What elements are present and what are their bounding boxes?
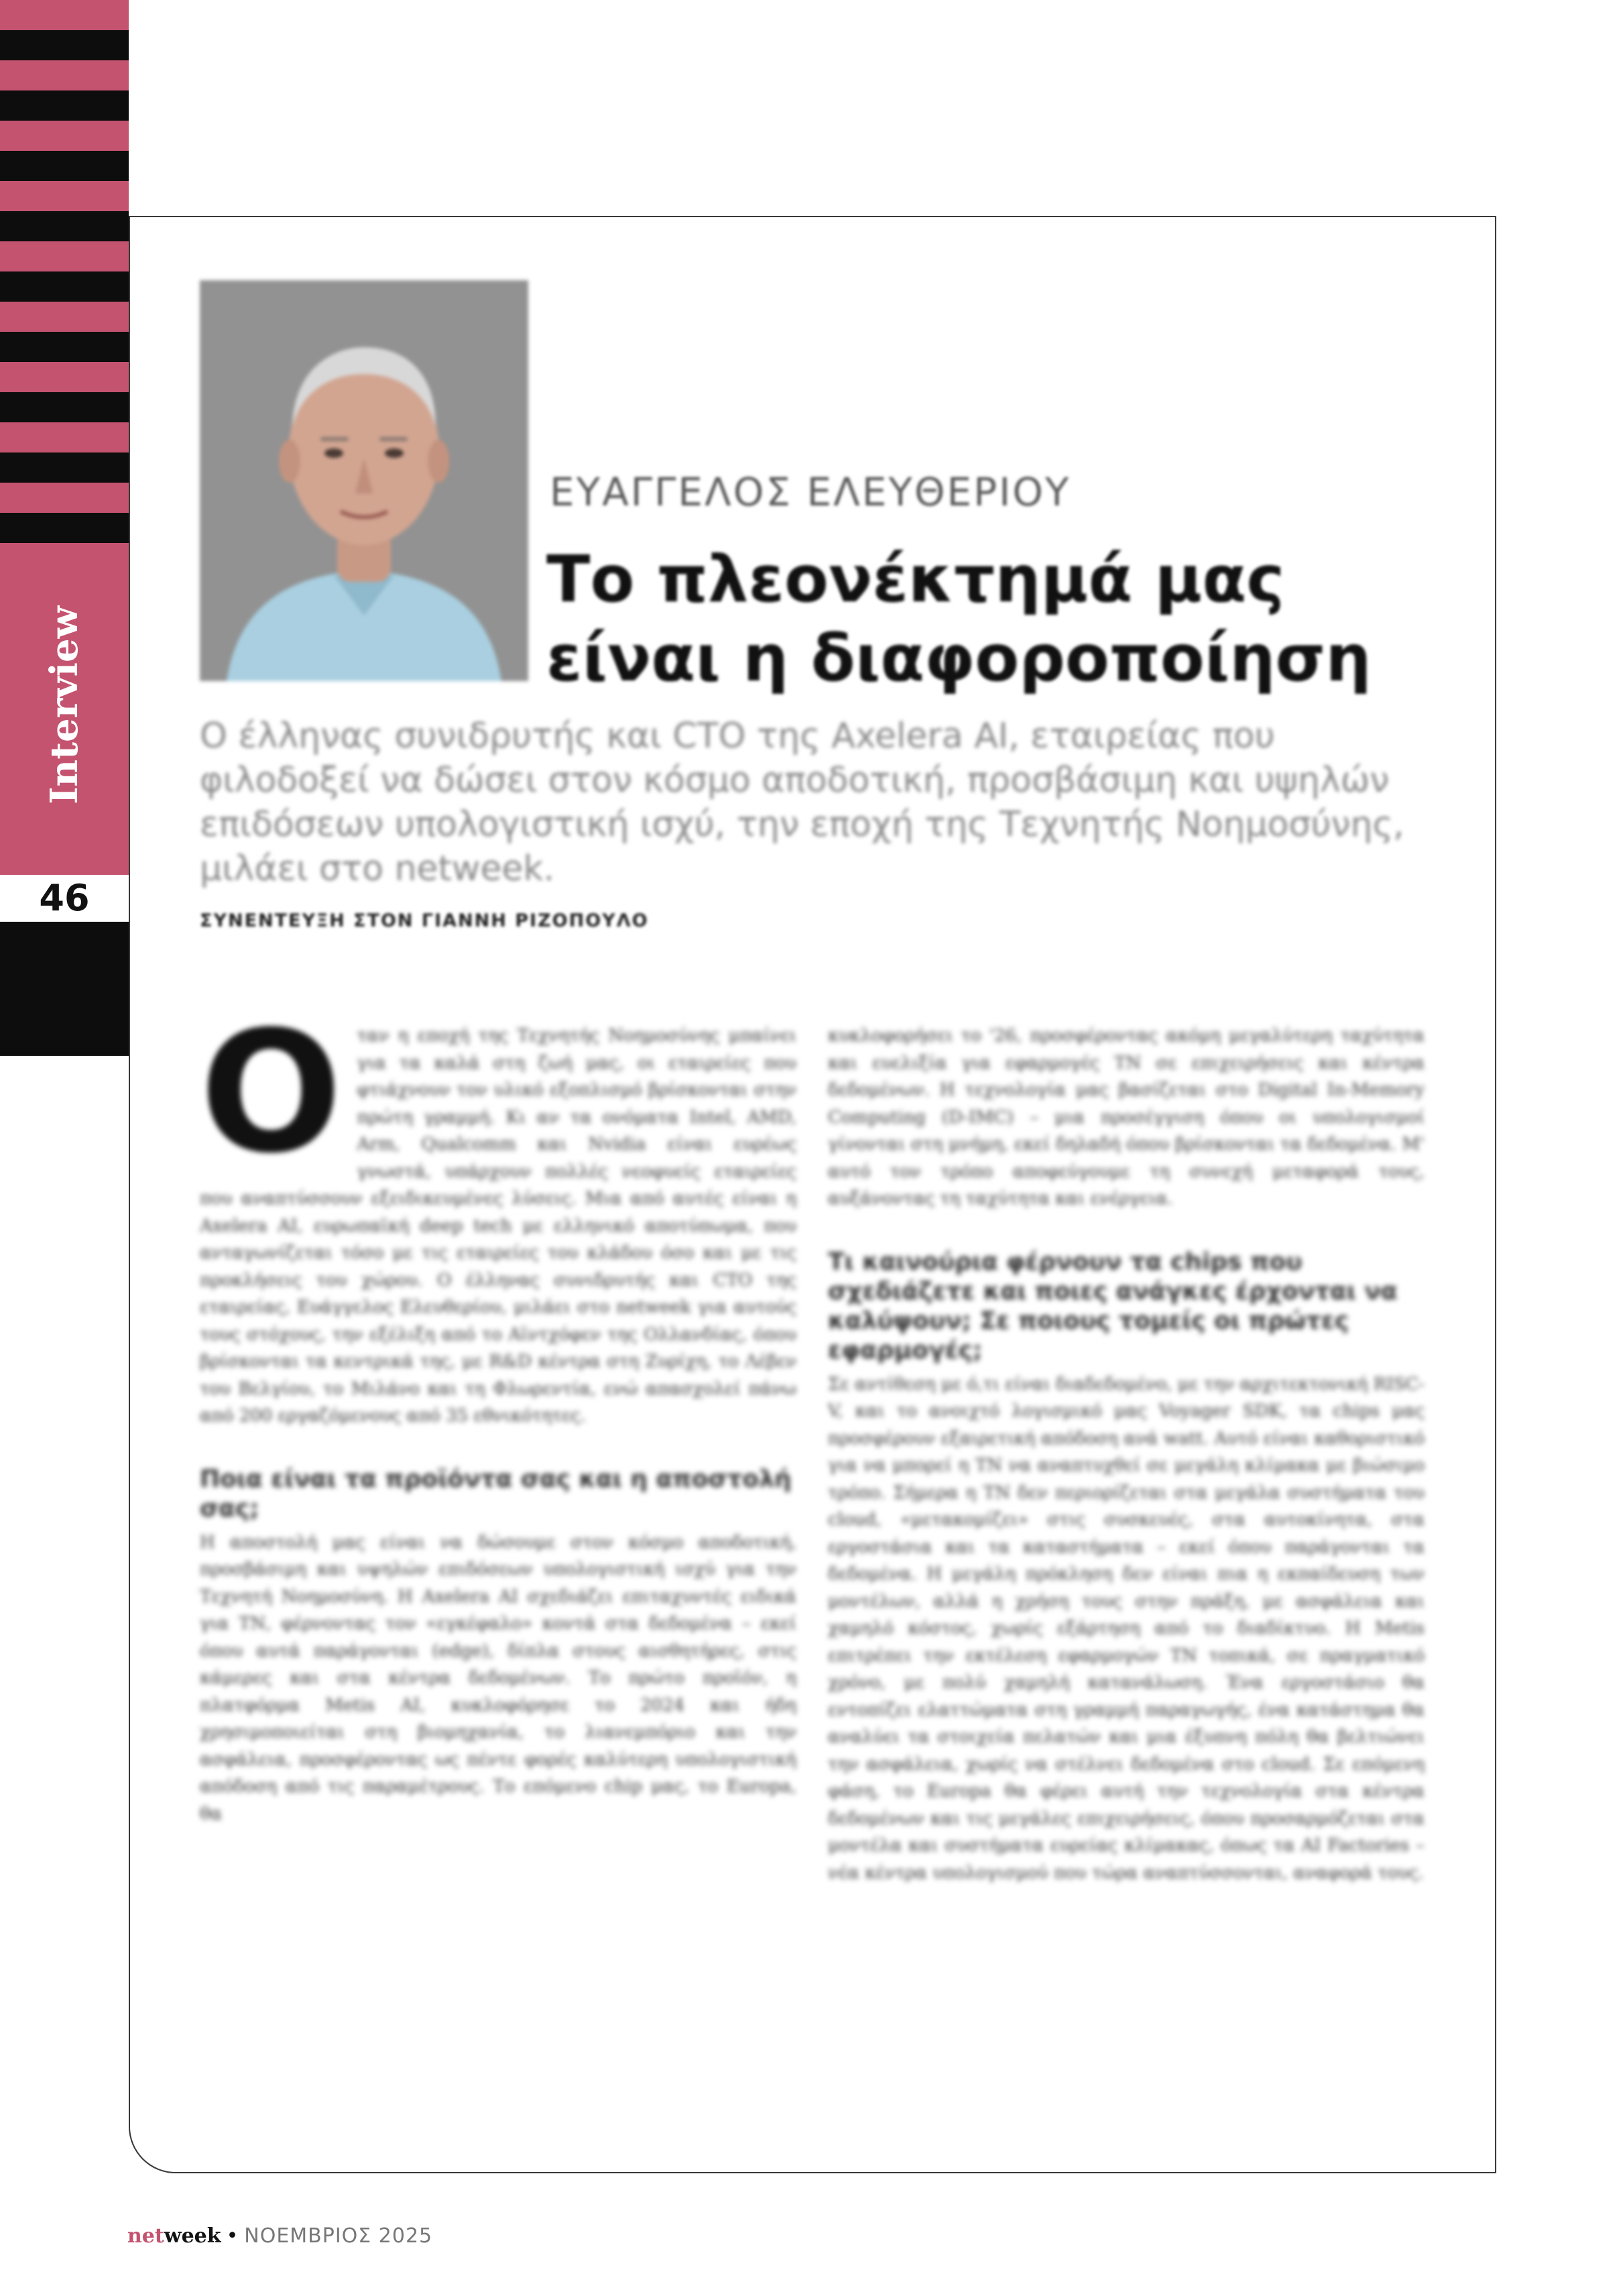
- sidebar-stripe: [0, 60, 129, 90]
- article-frame-left-rule: [129, 216, 130, 2126]
- sidebar-stripe: [0, 513, 129, 543]
- article-column-left: [200, 995, 796, 1827]
- sidebar-stripe: [0, 90, 129, 121]
- intro-paragraph: ταν η εποχή της Τεχνητής Νοημοσύνης μπαίνει για τα καλά στη ζωή μας, οι εταιρείες που φτιάχνουν τον υλικό εξοπλισμό βρίσκονται στην πρώτη γραμμή. Κι αν τα ονόματα Intel, AMD, Arm, Qualcomm και Nvidia είναι ευρέως γνωστά, υπάρχουν πολλές νεοφυείς εταιρείες που αναπτύσσουν εξειδικευμένες λύσεις. Μια από αυτές είναι η Axelera AI, ευρωπαϊκή deep tech με ελληνικό αποτύπωμα, που ανταγωνίζεται τόσο με τις εταιρείες του κλάδου όσο και με τις προκλήσεις του χώρου. Ο έλληνας συνιδρυτής και CTO της εταιρείας, Ευάγγελος Ελευθερίου, μιλάει στο netweek για αυτούς τους στόχους, την εξέλιξη από το Αϊντχόφεν της Ολλανδίας, όπου βρίσκονται τα κεντρικά της, με R&D κέντρα στη Ζυρίχη, το Λέβεν του Βελγίου, το Μιλάνο και τη Φλωρεντία, ενώ απασχολεί πάνω από 200 εργαζόμενους από 35 εθνικότητες.: [200, 1026, 796, 1426]
- headline-line-2: είναι η διαφοροποίηση: [546, 621, 1372, 696]
- answer-1: Η αποστολή μας είναι να δώσουμε στον κόσμο αποδοτική, προσβάσιμη και υψηλών επιδόσεων υπολογιστική ισχύ για την Τεχνητή Νοημοσύνη. Η Axelera AI σχεδιάζει επιταχυντές ειδικά για ΤΝ, φέρνοντας τον «εγκέφαλο» κοντά στα δεδομένα – εκεί όπου αυτά παράγονται (edge), δίπλα στους αισθητήρες, στις κάμερες και στα κέντρα δεδομένων. Το πρώτο προϊόν, η πλατφόρμα Metis AI, κυκλοφόρησε το 2024 και ήδη χρησιμοποιείται στη βιομηχανία, το λιανεμπόριο και την ασφάλεια, προσφέροντας ως πέντε φορές καλύτερη υπολογιστική απόδοση από τις παραμέτρους. Το επόμενο chip μας, το Europa, θα: [200, 1532, 796, 1824]
- brand-net: net: [127, 2224, 164, 2248]
- sidebar-stripe: [0, 241, 129, 271]
- brand-week: week: [164, 2224, 221, 2248]
- article-frame-corner: [129, 2078, 223, 2173]
- byline: ΣΥΝΕΝΤΕΥΞΗ ΣΤΟΝ ΓΙΑΝΝΗ ΡΙΖΟΠΟΥΛΟ: [200, 910, 649, 931]
- sidebar-stripe: [0, 271, 129, 302]
- sidebar-stripe: [0, 30, 129, 60]
- sidebar-stripe: [0, 211, 129, 241]
- article-column-right: [828, 1022, 1425, 1886]
- sidebar-stripe: [0, 181, 129, 211]
- interviewee-portrait: [200, 280, 528, 681]
- sidebar-stripe: [0, 362, 129, 392]
- sidebar-stripe: [0, 0, 129, 30]
- question-2: Τι καινούρια φέρνουν τα chips που σχεδιάζετε και ποιες ανάγκες έρχονται να καλύψουν; Σε ποιους τομείς οι πρώτες εφαρμογές;: [828, 1248, 1398, 1364]
- headline: [546, 540, 1485, 698]
- decorative-stripes: [0, 0, 129, 543]
- answer-2: Σε αντίθεση με ό,τι είναι διαδεδομένο, με την αρχιτεκτονική RISC-V, και το ανοιχτό λογισμικό μας Voyager SDK, τα chips μας προσφέρουν εξαιρετική απόδοση ανά watt. Αυτό είναι καθοριστικό για να μπορεί η ΤΝ να αναπτυχθεί σε μεγάλη κλίμακα με βιώσιμο τρόπο. Σήμερα η ΤΝ δεν περιορίζεται στα μεγάλα συστήματα του cloud, «μετακομίζει» στις συσκευές, στα αυτοκίνητα, στα εργοστάσια και τα καταστήματα – εκεί όπου παράγονται τα δεδομένα. Η μεγάλη πρόκληση δεν είναι πια η εκπαίδευση των μοντέλων, αλλά η χρήση τους στην πράξη, με ασφάλεια και χαμηλό κόστος, χωρίς εξάρτηση από το διαδίκτυο. Η Metis επιτρέπει την εκτέλεση εφαρμογών ΤΝ τοπικά, σε πραγματικό χρόνο, με πολύ χαμηλή κατανάλωση. Ένα εργοστάσιο θα εντοπίζει ελαττώματα στη γραμμή παραγωγής, ένα κατάστημα θα αναλύει τα στοιχεία πελατών και μια έξυπνη πόλη θα βελτιώνει την ασφάλεια, χωρίς να στέλνει δεδομένα στο cloud. Σε επόμενη φάση, το Europa θα φέρει αυτή την τεχνολογία στα κέντρα δεδομένων και τις μεγάλες επιχειρήσεις, όπου προσαρμόζεται στα μοντέλα και συστήματα ευρείας κλίμακας, όπως τα AI Factories – νέα κέντρα υπολογισμού που τώρα αναπτύσσονται, αναφορά τους.: [828, 1374, 1425, 1883]
- drop-cap: Ο: [200, 995, 343, 1190]
- sidebar-stripe: [0, 392, 129, 422]
- sidebar-stripe: [0, 483, 129, 513]
- standfirst: Ο έλληνας συνιδρυτής και CTO της Axelera AI, εταιρείας που φιλοδοξεί να δώσει στον κόσμο αποδοτική, προσβάσιμη και υψηλών επιδόσεων υπολογιστική ισχύ, την εποχή της Τεχνητής Νοημοσύνης, μιλάει στο netweek.: [200, 716, 1404, 889]
- portrait-illustration: [200, 280, 528, 681]
- section-label: Interview: [42, 606, 86, 804]
- sidebar-stripe: [0, 151, 129, 181]
- sidebar-black-block: [0, 922, 129, 1056]
- headline-line-1: Το πλεονέκτημά μας: [546, 542, 1285, 617]
- page-number: 46: [0, 875, 129, 922]
- continued-paragraph: κυκλοφορήσει το '26, προσφέροντας ακόμη μεγαλύτερη ταχύτητα και ευελιξία για εφαρμογές ΤΝ σε επιχειρήσεις και κέντρα δεδομένων. Η τεχνολογία μας βασίζεται στο Digital In-Memory Computing (D-IMC) – μια προσέγγιση όπου οι υπολογισμοί γίνονται στη μνήμη, εκεί δηλαδή όπου βρίσκονται τα δεδομένα. Μ' αυτό τον τρόπο αποφεύγουμε τη συνεχή μεταφορά τους, αυξάνοντας τη ταχύτητα και ενέργεια.: [828, 1026, 1425, 1209]
- sidebar-stripe: [0, 422, 129, 452]
- question-1: Ποια είναι τα προϊόντα σας και η αποστολή σας;: [200, 1465, 792, 1522]
- sidebar-stripe: [0, 452, 129, 483]
- issue-date: ΝΟΕΜΒΡΙΟΣ 2025: [244, 2224, 433, 2248]
- sidebar-stripe: [0, 302, 129, 332]
- sidebar-stripe: [0, 121, 129, 151]
- footer-separator: •: [226, 2224, 239, 2248]
- sidebar-stripe: [0, 332, 129, 362]
- interviewee-name: ΕΥΑΓΓΕΛΟΣ ΕΛΕΥΘΕΡΙΟΥ: [550, 469, 1071, 515]
- page-footer: [127, 2224, 432, 2248]
